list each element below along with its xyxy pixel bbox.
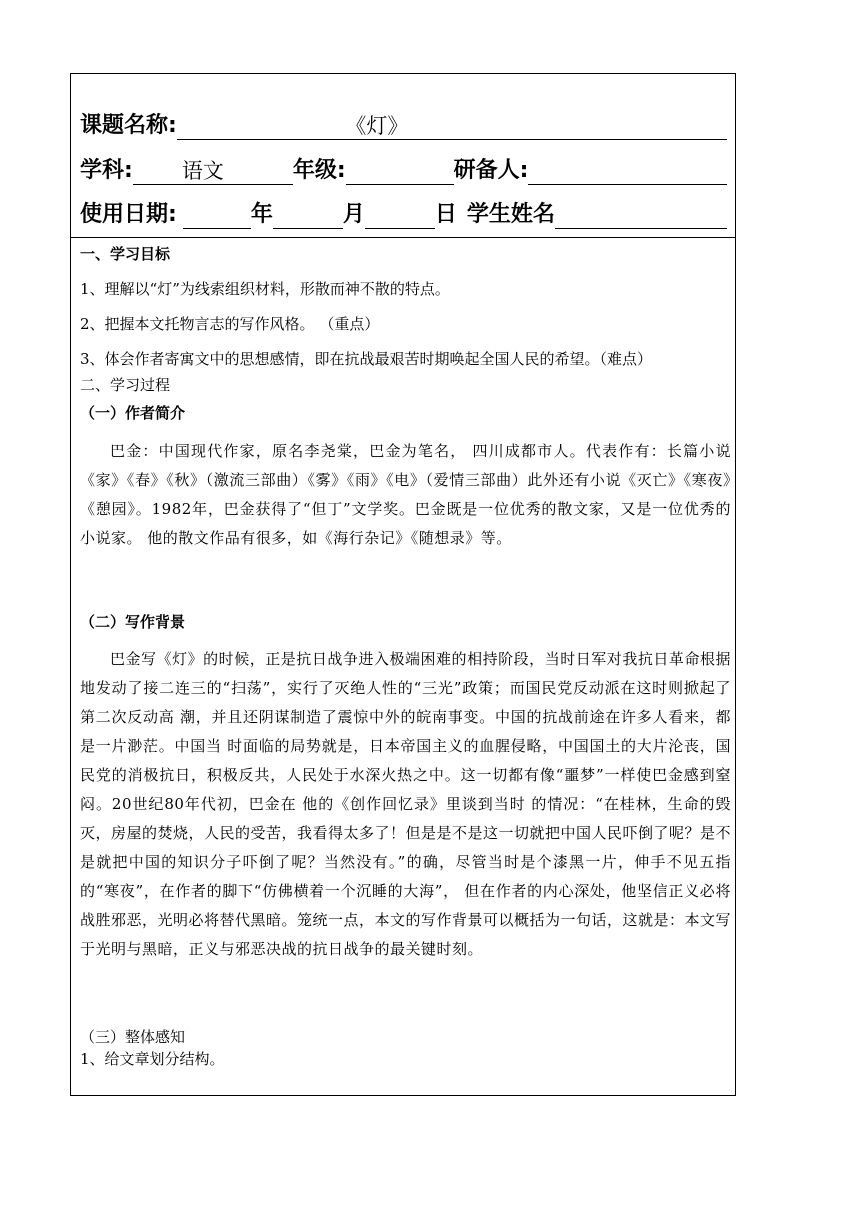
student-name-label: 学生姓名: [466, 202, 555, 227]
day-label: 日: [434, 202, 457, 227]
subject-label: 学科:: [80, 158, 133, 183]
subject-row: [80, 155, 727, 185]
grade-label: 年级:: [292, 158, 346, 183]
author-field: [528, 158, 727, 185]
year-field: [183, 202, 251, 229]
student-name-field: [555, 202, 727, 229]
topic-label: 课题名称:: [80, 113, 177, 138]
topic-row: [80, 110, 727, 140]
year-label: 年: [250, 202, 273, 227]
overview-title: （三）整体感知: [80, 1028, 186, 1046]
author-intro-text: 巴金：中国现代作家，原名李尧棠，巴金为笔名， 四川成都市人。代表作有：长篇小说《家》《春》《秋》（激流三部曲）《雾》《雨》《电》（爱情三部曲）此外还有小说《灭亡》《寒夜》《憩园》。1982年，巴金获得了“但丁”文学奖。巴金既是一位优秀的散文家，又是一位优秀的小说家。 他的散文作品有很多，如《海行杂记》《随想录》等。: [80, 442, 731, 547]
section-goals-title: 一、学习目标: [80, 245, 171, 263]
topic-field: [177, 113, 727, 140]
month-label: 月: [342, 202, 365, 227]
task-item-1: 1、给文章划分结构。: [80, 1050, 225, 1068]
topic-value: 《灯》: [345, 114, 409, 138]
date-row: [80, 199, 727, 229]
worksheet-header: [71, 74, 735, 238]
grade-field: [346, 158, 454, 185]
date-label: 使用日期:: [80, 202, 177, 227]
goal-item-2: 2、把握本文托物言志的写作风格。 （重点）: [80, 315, 380, 333]
background-title: （二）写作背景: [80, 613, 186, 631]
month-field: [273, 202, 343, 229]
section-process-title: 二、学习过程: [80, 376, 171, 394]
subject-value: 语文: [181, 159, 224, 183]
goal-item-1: 1、理解以“灯”为线索组织材料，形散而神不散的特点。: [80, 280, 450, 298]
day-field: [365, 202, 435, 229]
author-intro-title: （一）作者简介: [80, 404, 186, 422]
author-label: 研备人:: [453, 158, 529, 183]
subject-field: [133, 158, 293, 185]
goal-item-3: 3、体会作者寄寓文中的思想感情，即在抗战最艰苦时期唤起全国人民的希望。（难点）: [80, 350, 653, 368]
background-text: 巴金写《灯》的时候，正是抗日战争进入极端困难的相持阶段，当时日军对我抗日革命根据地发动了接二连三的“扫荡”，实行了灭绝人性的“三光”政策；而国民党反动派在这时则掀起了第二次反动高 潮，并且还阴谋制造了震惊中外的皖南事变。中国的抗战前途在许多人看来，都是一片渺茫。中国当 时面临的局势就是，日本帝国主义的血腥侵略，中国国土的大片沦丧，国民党的消极抗日，积极反共，人民处于水深火热之中。这一切都有像“噩梦”一样使巴金感到窒闷。20世纪80年代初，巴金在 他的《创作回忆录》里谈到当时 的情况：“在桂林，生命的毁灭，房屋的焚烧，人民的受苦，我看得太多了！但是是不是这一切就把中国人民吓倒了呢？是不是就把中国的知识分子吓倒了呢？当然没有。”的确，尽管当时是个漆黑一片，伸手不见五指的“寒夜”，在作者的脚下“仿佛横着一个沉睡的大海”， 但在作者的内心深处，他坚信正义必将战胜邪恶，光明必将替代黑暗。笼统一点，本文的写作背景可以概括为一句话，这就是：本文写于光明与黑暗，正义与邪恶决战的抗日战争的最关键时刻。: [80, 650, 732, 958]
worksheet-table: [70, 73, 736, 1096]
